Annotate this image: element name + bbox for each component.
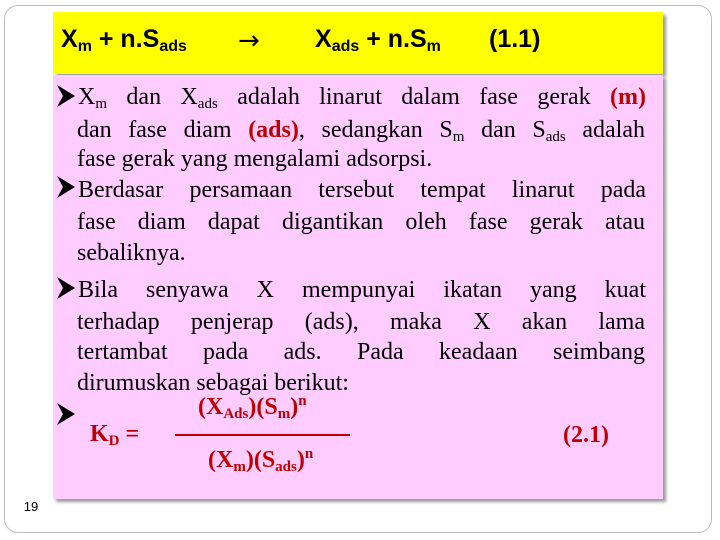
arrow-bullet-icon xyxy=(55,275,77,301)
fraction-bar xyxy=(175,434,350,436)
formula-number: (2.1) xyxy=(563,422,609,448)
stationary-phase-label: (ads) xyxy=(248,117,299,143)
bullet2-line1: Berdasar persamaan tersebut tempat linarut pada xyxy=(78,177,646,203)
bullet1-line2: dan fase diam (ads), sedangkan $S_m$ dan $S_{ads}$ adalah xyxy=(77,117,645,145)
formula-kd: $K_D$ = xyxy=(90,421,140,449)
page-number: 19 xyxy=(23,499,39,514)
arrow-bullet-icon xyxy=(55,401,77,427)
reaction-equation-box xyxy=(53,12,663,74)
explanation-box xyxy=(53,75,663,499)
equation-right-side xyxy=(315,25,441,54)
equation-left-side xyxy=(61,25,187,54)
bullet3-line4: dirumuskan sebagai berikut: xyxy=(77,370,349,396)
bullet3-line1: Bila senyawa X mempunyai ikatan yang kuat xyxy=(78,277,646,303)
bullet1-line3: fase gerak yang mengalami adsorpsi. xyxy=(77,146,433,172)
eq-right-s-sub: m xyxy=(426,38,441,55)
bullet3-line2: terhadap penjerap (ads), maka X akan lama xyxy=(77,309,645,335)
mobile-phase-label: (m) xyxy=(610,84,646,110)
eq-right-plus: + n.S xyxy=(359,25,427,53)
equation-number: (1.1) xyxy=(489,25,541,53)
eq-left-x-sub: m xyxy=(77,38,92,55)
eq-left-plus: + n.S xyxy=(91,25,160,53)
bullet3-line3: tertambat pada ads. Pada keadaan seimbang xyxy=(77,339,645,365)
eq-right-x-sub: ads xyxy=(331,38,360,55)
formula-denominator: $(X_m)(S_{ads})^n$ xyxy=(208,446,314,475)
reaction-arrow-icon: → xyxy=(238,26,260,56)
eq-left-x: X xyxy=(61,25,78,53)
eq-right-x: X xyxy=(315,25,332,53)
arrow-bullet-icon xyxy=(55,174,77,200)
bullet2-line2: fase diam dapat digantikan oleh fase gerak atau xyxy=(77,209,645,235)
eq-left-s-sub: ads xyxy=(159,38,187,55)
arrow-bullet-icon xyxy=(55,83,77,109)
bullet1-line1: $X_m$ dan $X_{ads}$ adalah linarut dalam fase gerak (m) xyxy=(78,84,646,112)
formula-numerator: $(X_{Ads})(S_m)^n$ xyxy=(198,393,307,422)
bullet2-line3: sebaliknya. xyxy=(77,240,186,266)
